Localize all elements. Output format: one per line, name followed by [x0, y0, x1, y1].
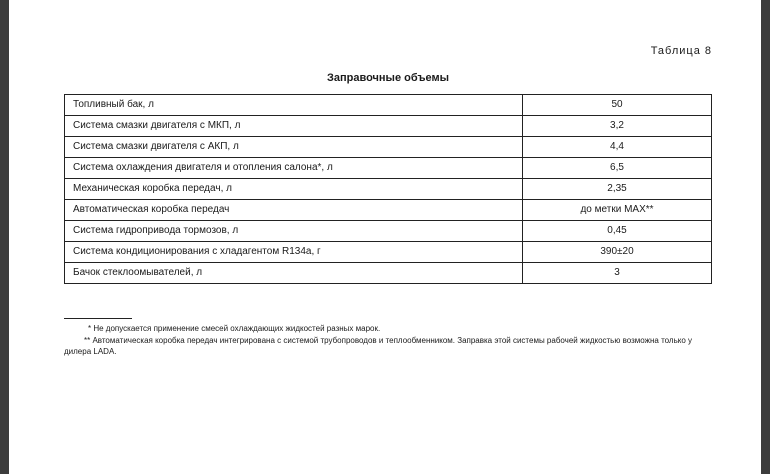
row-name: Механическая коробка передач, л: [65, 179, 523, 200]
row-name: Система гидропривода тормозов, л: [65, 221, 523, 242]
footnote-divider: [64, 318, 132, 319]
table-row: [65, 200, 712, 221]
row-value: 50: [523, 95, 712, 116]
left-border: [0, 0, 9, 474]
footnote-coolant: * Не допускается применение смесей охлаждающих жидкостей разных марок.: [88, 324, 381, 333]
row-value: 4,4: [523, 137, 712, 158]
table-row: [65, 242, 712, 263]
table-row: [65, 221, 712, 242]
row-value: 3,2: [523, 116, 712, 137]
fill-volumes-table: [64, 94, 712, 284]
row-name: Система смазки двигателя с АКП, л: [65, 137, 523, 158]
row-name: Система кондиционирования с хладагентом R134a, г: [65, 242, 523, 263]
table-row: [65, 158, 712, 179]
right-border: [761, 0, 770, 474]
table-title: Заправочные объемы: [326, 72, 450, 84]
table-row: [65, 137, 712, 158]
row-value: 390±20: [523, 242, 712, 263]
table-row: [65, 95, 712, 116]
row-name: Система охлаждения двигателя и отопления салона*, л: [65, 158, 523, 179]
row-value: 6,5: [523, 158, 712, 179]
table-number: Таблица 8: [650, 45, 712, 57]
row-value: 3: [523, 263, 712, 284]
row-name: Система смазки двигателя с МКП, л: [65, 116, 523, 137]
footnote-automatic-gearbox: ** Автоматическая коробка передач интегрирована с системой трубопроводов и теплообменником. Заправка этой системы рабочей жидкостью возможна только у дилера LADA.: [64, 336, 693, 356]
row-name: Топливный бак, л: [65, 95, 523, 116]
table-row: [65, 116, 712, 137]
row-name: Бачок стеклоомывателей, л: [65, 263, 523, 284]
row-value: до метки MAX**: [523, 200, 712, 221]
row-value: 0,45: [523, 221, 712, 242]
row-value: 2,35: [523, 179, 712, 200]
row-name: Автоматическая коробка передач: [65, 200, 523, 221]
table-row: [65, 179, 712, 200]
table-row: [65, 263, 712, 284]
